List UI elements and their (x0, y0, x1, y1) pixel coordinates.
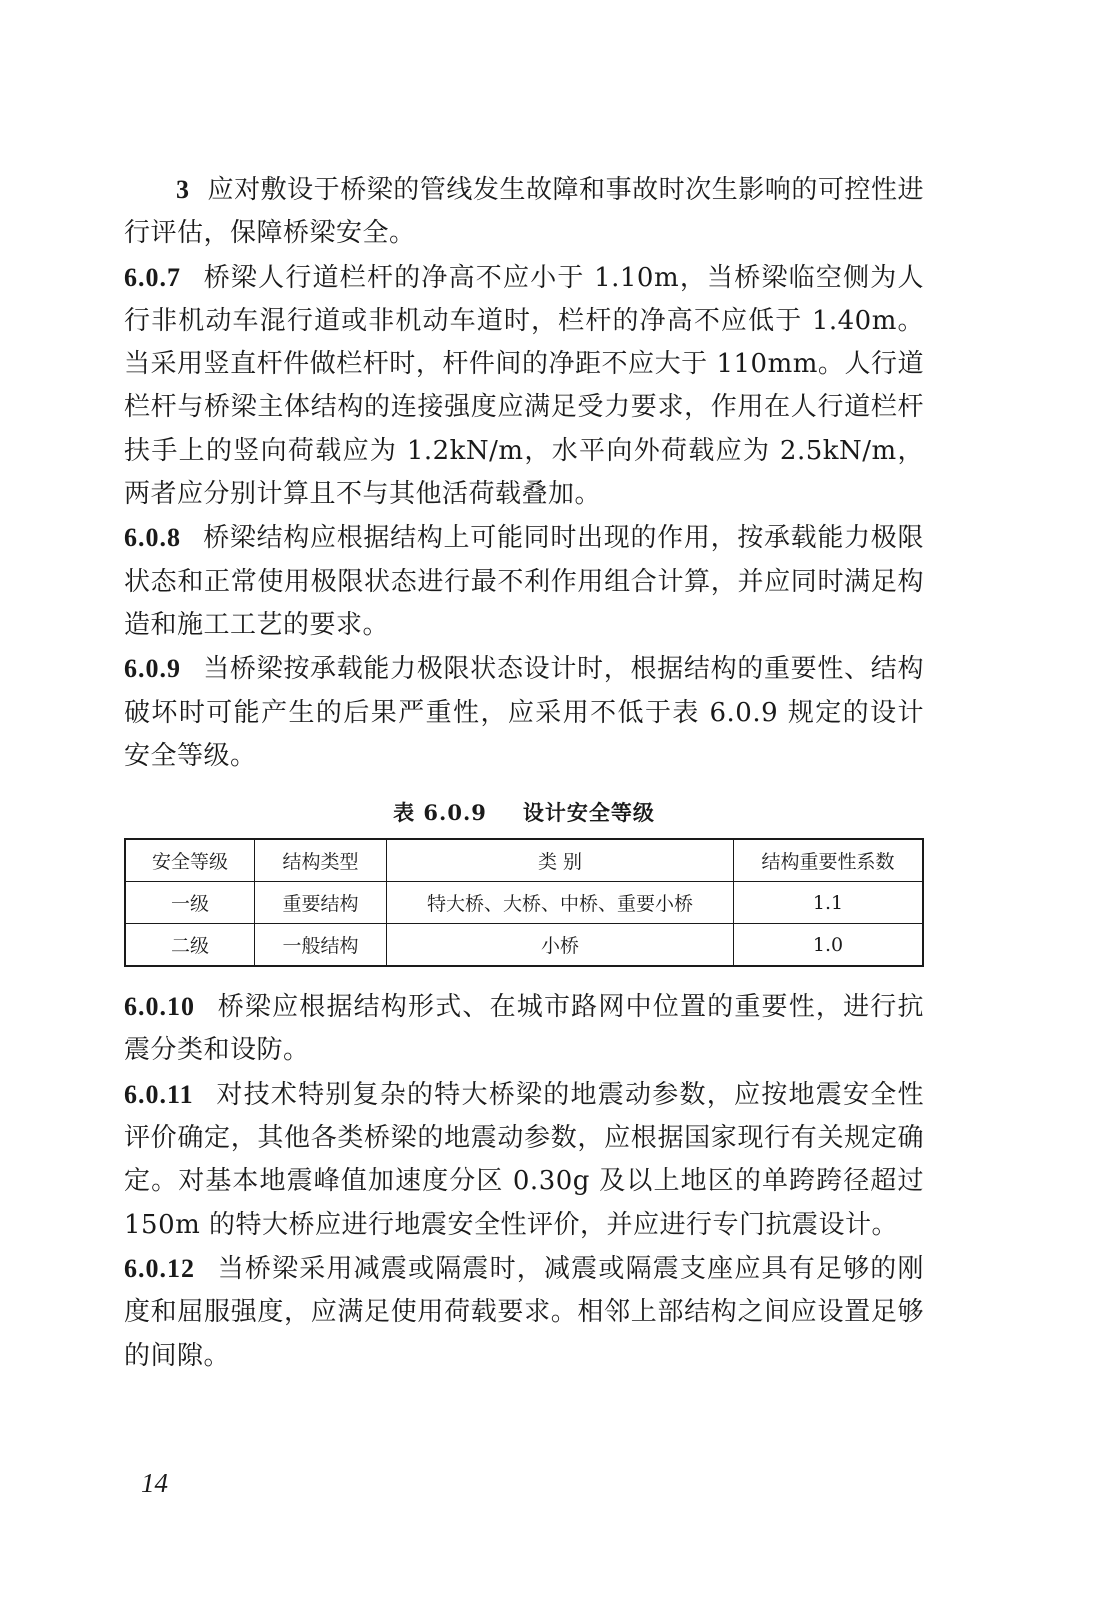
clause-number: 6.0.7 (124, 262, 181, 292)
table-caption-number: 表 6.0.9 (393, 800, 487, 826)
table-row (125, 924, 923, 967)
table-header-cell: 类 别 (387, 839, 734, 882)
clause-6-0-8 (124, 516, 924, 647)
table-cell: 二级 (125, 924, 255, 967)
safety-grade-table (124, 838, 924, 967)
clause-text: 当桥梁采用减震或隔震时，减震或隔震支座应具有足够的刚度和屈服强度，应满足使用荷载要求。相邻上部结构之间应设置足够的间隙。 (124, 1253, 924, 1371)
table-header-cell: 结构类型 (255, 839, 387, 882)
page-content (124, 168, 924, 1378)
table-header-row (125, 839, 923, 882)
table-cell: 一级 (125, 882, 255, 924)
clause-6-0-7 (124, 256, 924, 517)
clause-text: 对技术特别复杂的特大桥梁的地震动参数，应按地震安全性评价确定，其他各类桥梁的地震动参数，应根据国家现行有关规定确定。对基本地震峰值加速度分区 0.30g 及以上地区的单跨跨径超过 150m 的特大桥应进行地震安全性评价，并应进行专门抗震设计。 (124, 1079, 924, 1240)
table-header-cell: 结构重要性系数 (734, 839, 924, 882)
clause-number: 6.0.10 (124, 992, 195, 1022)
clause-number: 6.0.12 (124, 1253, 195, 1283)
item-text: 应对敷设于桥梁的管线发生故障和事故时次生影响的可控性进行评估，保障桥梁安全。 (124, 175, 924, 249)
clause-6-0-11 (124, 1073, 924, 1247)
table-cell: 重要结构 (255, 882, 387, 924)
table-cell: 小桥 (387, 924, 734, 967)
clause-text: 桥梁应根据结构形式、在城市路网中位置的重要性，进行抗震分类和设防。 (124, 992, 924, 1066)
clause-text: 当桥梁按承载能力极限状态设计时，根据结构的重要性、结构破坏时可能产生的后果严重性，应采用不低于表 6.0.9 规定的设计安全等级。 (124, 654, 924, 771)
clause-number: 6.0.9 (124, 654, 181, 684)
clause-6-0-12 (124, 1247, 924, 1378)
clause-6-0-10 (124, 985, 924, 1073)
table-caption (124, 798, 924, 828)
table-cell: 一般结构 (255, 924, 387, 967)
table-row (125, 882, 923, 924)
item-number: 3 (176, 175, 190, 204)
clause-text: 桥梁人行道栏杆的净高不应小于 1.10m，当桥梁临空侧为人行非机动车混行道或非机动车道时，栏杆的净高不应低于 1.40m。当采用竖直杆件做栏杆时，杆件间的净距不应大于 110mm。人行道栏杆与桥梁主体结构的连接强度应满足受力要求，作用在人行道栏杆扶手上的竖向荷载应为 1.2kN/m，水平向外荷载应为 2.5kN/m，两者应分别计算且不与其他活荷载叠加。 (124, 262, 924, 510)
clause-6-0-9 (124, 647, 924, 778)
clause-number: 6.0.8 (124, 523, 181, 553)
table-header-cell: 安全等级 (125, 839, 255, 882)
clause-number: 6.0.11 (124, 1079, 194, 1109)
item-3-paragraph (124, 168, 924, 256)
table-cell: 1.0 (734, 924, 924, 967)
table-cell: 特大桥、大桥、中桥、重要小桥 (387, 882, 734, 924)
table-caption-title: 设计安全等级 (522, 800, 655, 826)
table-cell: 1.1 (734, 882, 924, 924)
clause-text: 桥梁结构应根据结构上可能同时出现的作用，按承载能力极限状态和正常使用极限状态进行最不利作用组合计算，并应同时满足构造和施工工艺的要求。 (124, 523, 924, 640)
page-number: 14 (141, 1468, 168, 1498)
